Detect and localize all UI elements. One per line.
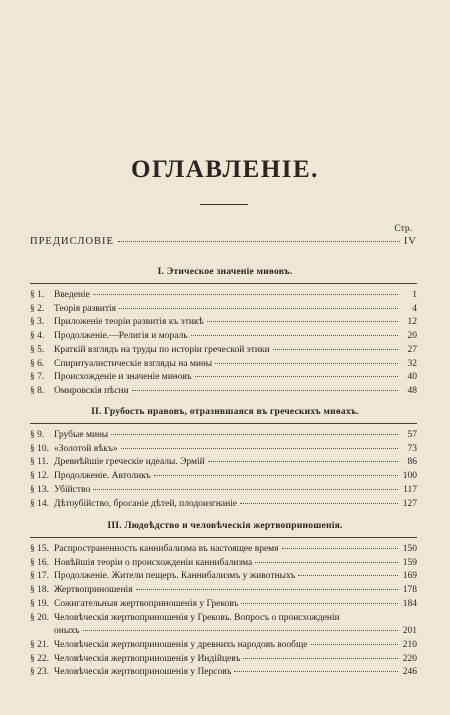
leader-dots: [208, 461, 398, 462]
toc-entry: [30, 470, 417, 483]
section-title: Распространенность каннибализма въ настоящее время: [54, 544, 279, 554]
section-number: § 13.: [30, 484, 49, 495]
preface-label: ПРЕДИСЛОВІЕ: [30, 236, 114, 247]
page-number: 32: [407, 358, 417, 369]
page-title: ОГЛАВЛЕНІЕ.: [131, 156, 319, 183]
page-number: 117: [403, 484, 417, 495]
toc-entry: [30, 371, 417, 384]
section-number: § 3.: [30, 317, 45, 328]
section-title: Сожигательныя жертвоприношенія у Грековъ: [54, 598, 239, 609]
toc-entry: [30, 456, 417, 469]
toc-entry: [30, 543, 417, 556]
chapter-heading: I. Этическое значеніе миѳовъ.: [157, 266, 293, 277]
page-number: 27: [407, 344, 417, 355]
page-number: 127: [402, 498, 417, 509]
section-title: Краткій взглядъ на труды по исторіи греческой этики: [54, 344, 270, 355]
chapter-rule: [30, 537, 417, 538]
leader-dots: [93, 294, 398, 295]
toc-entry: [30, 330, 417, 343]
section-title: Грубые миѳы: [54, 430, 109, 440]
leader-dots: [240, 503, 398, 504]
toc-entry: [30, 484, 417, 497]
section-number: § 20.: [30, 612, 49, 623]
leader-dots: [154, 475, 398, 476]
page-number: 40: [407, 372, 417, 383]
chapter-heading: II. Грубость нравовъ, отразившаяся въ греческихъ миѳахъ.: [91, 406, 359, 417]
leader-dots: [119, 308, 398, 309]
section-title: Дѣтоубійство, бросаніе дѣтей, плодоизгнаніе: [54, 498, 238, 509]
toc-entry: [30, 303, 417, 316]
section-number: § 1.: [30, 290, 45, 300]
page-number: 1: [412, 290, 417, 300]
section-title: оныхъ: [54, 626, 80, 637]
toc-entry: [30, 612, 417, 625]
page-column-label: Стр.: [394, 224, 412, 234]
page-number: 48: [407, 385, 417, 396]
preface-row: [30, 236, 417, 250]
leader-dots: [234, 671, 398, 672]
section-title: Жертвоприношенія: [54, 585, 133, 596]
page-number: 220: [402, 653, 417, 664]
section-number: § 5.: [30, 344, 45, 355]
section-title: Теорія развитія: [54, 303, 116, 314]
leader-dots: [311, 644, 398, 645]
section-number: § 14.: [30, 498, 49, 509]
section-number: § 6.: [30, 358, 45, 369]
leader-dots: [132, 390, 398, 391]
leader-dots: [215, 363, 398, 364]
leader-dots: [121, 448, 398, 449]
chapter-rule: [30, 423, 417, 424]
section-number: § 16.: [30, 557, 49, 568]
leader-dots: [191, 335, 398, 336]
toc-entry: [30, 443, 417, 456]
section-number: § 11.: [30, 457, 49, 468]
section-title: Человѣческія жертвоприношенія у древнихъ народовъ вообще: [54, 639, 308, 650]
page-number: 201: [402, 626, 417, 637]
toc-entry: [30, 598, 417, 611]
section-title: Продолженіе. Жители пещеръ. Каннибализмъ у животныхъ: [54, 571, 296, 582]
section-number: § 18.: [30, 585, 49, 596]
chapter-heading: III. Людоѣдство и человѣческія жертвоприношенія.: [107, 520, 343, 531]
section-number: § 9.: [30, 430, 45, 440]
section-number: § 10.: [30, 443, 49, 454]
toc-entry: [30, 316, 417, 329]
page-number: 12: [407, 317, 417, 328]
section-number: § 15.: [30, 544, 49, 554]
section-title: Древнѣйшіе греческіе идеалы. Эрмій: [54, 457, 205, 468]
page-number: 169: [402, 571, 417, 582]
toc-entry: [30, 653, 417, 666]
section-title: «Золотой вѣкъ»: [54, 443, 118, 454]
leader-dots: [195, 376, 398, 377]
toc-entry: [30, 344, 417, 357]
page-number: 159: [402, 557, 417, 568]
leader-dots: [136, 589, 398, 590]
toc-entry: [30, 429, 417, 442]
section-title: Человѣческія жертвоприношенія у Индійцевъ: [54, 653, 241, 664]
leader-dots: [111, 434, 398, 435]
toc-entry: [30, 639, 417, 652]
page-number: 100: [402, 471, 417, 482]
toc-entry: [30, 557, 417, 570]
chapter-rule: [30, 283, 417, 284]
section-title: Новѣйшія теоріи о происхожденіи каннибализма: [54, 557, 253, 568]
section-title: Продолженіе. Автоликъ: [54, 471, 151, 482]
leader-dots: [298, 575, 398, 576]
leader-dots: [273, 349, 398, 350]
toc-entry: [30, 358, 417, 371]
section-title: Человѣческія жертвоприношенія у Персовъ: [54, 667, 232, 678]
leader-dots: [83, 630, 398, 631]
section-title: Введеніе: [54, 290, 90, 300]
section-title: Спиритуалистическіе взгляды на миѳы: [54, 358, 213, 369]
page-number: 210: [402, 639, 417, 650]
page-number: 57: [407, 430, 417, 440]
toc-entry: [30, 570, 417, 583]
toc-entry: [30, 498, 417, 511]
leader-dots: [93, 489, 398, 490]
toc-entry: [30, 625, 417, 638]
page-number: 246: [402, 667, 417, 678]
title-underline: [200, 204, 248, 205]
toc-entry: [30, 666, 417, 679]
section-number: § 8.: [30, 385, 45, 396]
section-number: § 23.: [30, 667, 49, 678]
section-title: Человѣческія жертвоприношенія у Грековъ. Вопросъ о происхожденіи: [54, 612, 340, 623]
toc-entry: [30, 584, 417, 597]
section-number: § 19.: [30, 598, 49, 609]
toc-entry: [30, 289, 417, 302]
section-title: Омировскія пѣсни: [54, 385, 129, 396]
section-title: Происхожденіе и значеніе миѳовъ: [54, 372, 192, 383]
leader-dots: [282, 548, 398, 549]
section-title: Продолженіе.—Религія и мораль: [54, 331, 188, 342]
page-number: 4: [412, 303, 417, 314]
leader-dots: [241, 603, 398, 604]
section-number: § 2.: [30, 303, 45, 314]
leader-dots: [207, 321, 398, 322]
preface-page: IV: [403, 236, 417, 247]
section-title: Убійство: [54, 484, 91, 495]
page-number: 150: [402, 544, 417, 554]
page-number: 184: [402, 598, 417, 609]
leader-dots: [243, 658, 398, 659]
section-title: Приложеніе теоріи развитія къ этикѣ: [54, 317, 204, 328]
leader-dots: [118, 241, 400, 242]
toc-entry: [30, 385, 417, 398]
page-number: 73: [407, 443, 417, 454]
section-number: § 7.: [30, 372, 45, 383]
page-number: 86: [407, 457, 417, 468]
page-number: 20: [407, 331, 417, 342]
section-number: § 22.: [30, 653, 49, 664]
section-number: § 17.: [30, 571, 49, 582]
section-number: § 12.: [30, 471, 49, 482]
section-number: § 4.: [30, 331, 45, 342]
page-number: 178: [402, 585, 417, 596]
leader-dots: [255, 562, 398, 563]
section-number: § 21.: [30, 639, 49, 650]
